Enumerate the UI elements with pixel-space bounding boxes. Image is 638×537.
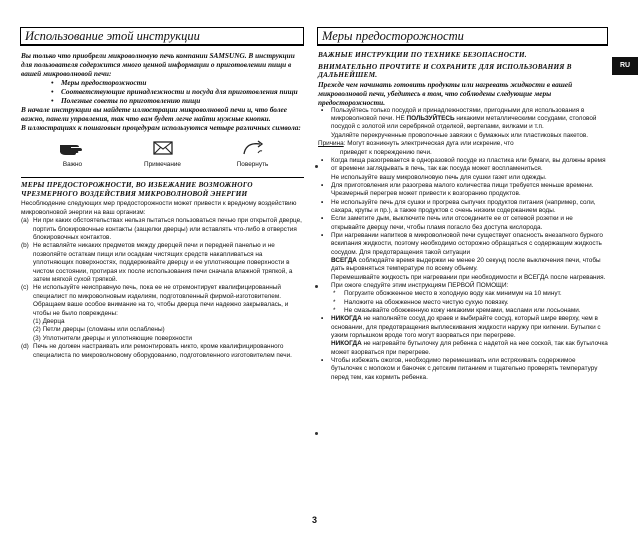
list-item: • Для приготовления или разогрева малого количества пищи требуется меньше времени. Чрезмерный перегрев может привести к возгоранию продуктов. — [321, 181, 594, 198]
item-text: При нагревании напитков в микроволновой печи существует опасность внезапного бурного вскипания жидкости, поэтому необходимо осторожно обращаться с содержащим жидкость сосудом. Для предотвращения такой ситуации — [331, 231, 603, 256]
list-item: (3) Уплотнители дверцы и уплотняющие поверхности — [33, 334, 192, 342]
margin-dot — [315, 432, 318, 435]
item-text: Погрузите обожженное место в холодную воду как минимум на 10 минут. — [344, 290, 562, 298]
symbols-paragraph: В иллюстрациях к пошаговым процедурам используются четыре различных символа: — [21, 123, 301, 132]
panel-paragraph: В начале инструкции вы найдете иллюстрации микроволновой печи и, что более важно, панели управления, так что вам будет легче найти нужные кнопки. — [21, 105, 287, 123]
symbol-label: Повернуть — [236, 161, 269, 168]
cause-note-cont: приведет к повреждению печи. — [340, 148, 432, 156]
list-item: • При нагревании напитков в микроволновой печи существует опасность внезапного бурного вскипания жидкости, поэтому необходимо осторожно обращаться с содержащим жидкость сосудом. Для предотвращения такой ситуации ВСЕГДА соблюдайте время выдержки не менее 20 секунд после выключения печи, чтобы дать выровняться температуре по всему объему. Перемешивайте жидкость при нагревании при необходимости и ВСЕГДА после нагревания. При ожоге следуйте этим инструкциям ПЕРВОЙ ПОМОЩИ: — [321, 231, 606, 289]
item-text: никакими металлическими сосудами, столовой посудой с золотой или серебряной отделкой, вертелами, вилками и т.п. — [331, 115, 597, 131]
emphasis: НИКОГДА — [331, 315, 362, 323]
right-column — [318, 51, 608, 382]
emphasis: ПОЛЬЗУЙТЕСЬ — [406, 115, 455, 123]
symbol-label: Примечание — [144, 161, 181, 168]
pointing-hand-icon — [58, 139, 88, 157]
safety-heading: ВАЖНЫЕ ИНСТРУКЦИИ ПО ТЕХНИКЕ БЕЗОПАСНОСТИ. — [318, 50, 527, 59]
symbol-rotate — [227, 139, 279, 168]
list-item: • Если заметите дым, выключите печь или отсоедините ее от сетевой розетки и не открывайте дверцу печи, чтобы пламя погасло без доступа кислорода. — [321, 215, 573, 231]
intro-paragraph: Вы только что приобрели микроволновую печь компании SAMSUNG. В инструкции для пользователя содержится много ценной информации о приготовлении пищи в вашей микроволновой печи: — [21, 51, 295, 78]
list-item: * Погрузите обожженное место в холодную воду как минимум на 10 минут. — [333, 290, 562, 298]
section-intro: Несоблюдение следующих мер предосторожности может привести к вредному воздействию микроволновой энергии на ваш организм: — [21, 200, 297, 216]
rotate-arrow-icon — [240, 139, 266, 157]
item-text: Чтобы избежать ожогов, необходимо перемешивать или встряхивать содержимое бутылочек с молоком и баночек с детским питанием и тщательно проверять температуру перед тем, как кормить ребенка. — [331, 357, 598, 381]
page-number: 3 — [312, 515, 318, 525]
item-label: (c) — [21, 284, 29, 292]
note-envelope-icon — [152, 139, 174, 157]
section-divider — [21, 177, 304, 178]
right-header: Меры предосторожности — [317, 27, 608, 45]
before-cooking-heading: Прежде чем начинать готовить продукты или нагревать жидкости в вашей микроволновой печи, убедитесь в том, что соблюдены следующие меры предосторожности. — [318, 79, 573, 107]
language-tab: RU — [612, 57, 638, 75]
list-item: • Меры предосторожности — [21, 78, 304, 87]
item-label: (d) — [21, 343, 29, 351]
item-text: Для приготовления или разогрева малого количества пищи требуется меньше времени. — [331, 181, 594, 189]
item-text: Не используйте вашу микроволновую печь для сушки газет или одежды. — [331, 173, 547, 181]
item-text: Не используйте печь для сушки и прогрева сыпучих продуктов питания (например, соли, сахара, крупы и пр.), а также продуктов с очень низким содержанием воды. — [331, 198, 596, 214]
list-item: • Не используйте печь для сушки и прогрева сыпучих продуктов питания (например, соли, сахара, крупы и пр.), а также продуктов с очень низким содержанием воды. — [321, 198, 596, 214]
section-title: МЕРЫ ПРЕДОСТОРОЖНОСТИ, ВО ИЗБЕЖАНИЕ ВОЗМОЖНОГО ЧРЕЗМЕРНОГО ВОЗДЕЙСТВИЯ МИКРОВОЛНОВОЙ ЭНЕРГИИ — [21, 180, 253, 198]
symbol-note — [137, 139, 189, 168]
list-item: • Чтобы избежать ожогов, необходимо перемешивать или встряхивать содержимое бутылочек с молоком и баночек с детским питанием и тщательно проверять температуру перед тем, как кормить ребенка. — [321, 357, 598, 381]
left-column — [21, 51, 304, 360]
item-text: Когда пища разогревается в одноразовой посуде из пластика или бумаги, вы должны время от времени заглядывать в печь, так как посуда может воспламениться. — [331, 156, 606, 173]
item-text: Пользуйтесь только посудой и принадлежностями, пригодными для использования в микроволновой печи. НЕ — [331, 106, 585, 123]
item-text: Не используйте неисправную печь, пока ее не отремонтирует квалифицированный специалист по микроволновым изделиям, подготовленный фирмой-изготовителем. Обращаем ваше особое внимание на то, чтобы дверца печи надежно закрывалась, и чтобы не было повреждены: — [33, 284, 289, 317]
list-item: • Соответствующие принадлежности и посуда для приготовления пищи — [21, 87, 304, 96]
emphasis: ВСЕГДА — [331, 256, 357, 264]
right-header-rule — [317, 45, 608, 46]
item-text: Перемешивайте жидкость при нагревании при необходимости и ВСЕГДА после нагревания. — [331, 273, 606, 281]
item-label: (b) — [21, 242, 29, 250]
item-text: Если заметите дым, выключите печь или отсоедините ее от сетевой розетки и не открывайте дверцу печи, чтобы пламя погасло без доступа кислорода. — [331, 215, 573, 231]
item-text: не наполняйте сосуд до краев и выбирайте сосуд, который шире вверху, чем в основании, для предотвращения выплескивания жидкости наружу при кипении. Бутылки с узким горлышком вроде того могут взорваться при перегреве. — [331, 315, 601, 340]
list-item: • Когда пища разогревается в одноразовой посуде из пластика или бумаги, вы должны время от времени заглядывать в печь, так как посуда может воспламениться. Не используйте вашу микроволновую печь для сушки газет или одежды. — [321, 156, 606, 181]
cause-text: : Могут возникнуть электрическая дуга или искрение, что — [343, 140, 514, 148]
symbol-label: Важно — [62, 161, 83, 168]
item-label: (a) — [21, 217, 29, 225]
item-text: Не вставляйте никаких предметов между дверцей печи и передней панелью и не позволяйте остаткам пищи или осадкам чистящих средств накапливаться на уплотняющих поверхностях, поддерживайте дверцу и ее уплотняющие поверхности в чистом состоянии, протирая их после использования печи сначала влажной тряпкой, а затем мягкой сухой тряпкой. — [33, 242, 293, 284]
list-item: * Не смазывайте обожженную кожу никакими кремами, маслами или лосьонами. — [333, 307, 581, 315]
left-header: Использование этой инструкции — [20, 27, 304, 45]
list-item — [21, 284, 304, 318]
list-item: * Наложите на обожженное место чистую сухую повязку. — [333, 298, 509, 306]
item-text: Чрезмерный перегрев может привести к возгоранию продуктов. — [331, 190, 521, 198]
symbol-legend — [21, 139, 304, 168]
list-item: • НИКОГДА не наполняйте сосуд до краев и выбирайте сосуд, который шире вверху, чем в основании, для предотвращения выплескивания жидкости наружу при кипении. Бутылки с узким горлышком вроде того могут взорваться при перегреве. НИКОГДА не нагревайте бутылочку для ребенка с надетой на нее соской, так как бутылочка может взорваться при перегреве. — [321, 315, 608, 356]
item-text: При ожоге следуйте этим инструкциям ПЕРВОЙ ПОМОЩИ: — [331, 282, 509, 289]
keep-heading: ВНИМАТЕЛЬНО ПРОЧТИТЕ И СОХРАНИТЕ ДЛЯ ИСПОЛЬЗОВАНИЯ В ДАЛЬНЕЙШЕМ. — [318, 61, 572, 80]
item-text: Наложите на обожженное место чистую сухую повязку. — [344, 298, 509, 306]
list-item: (1) Дверца — [33, 318, 65, 326]
item-text: Печь не должен настраивать или ремонтировать никто, кроме квалифицированного специалиста по микроволновому оборудованию, подготовленного изготовителем печи. — [33, 343, 292, 359]
cause-label: Причина — [318, 140, 344, 148]
list-item: • Полезные советы по приготовлению пищи — [21, 96, 304, 105]
left-header-rule — [20, 45, 304, 46]
emphasis: НИКОГДА — [331, 340, 362, 348]
item-text: соблюдайте время выдержки не менее 20 секунд после выключения печи, чтобы дать выровняться температуре по всему объему. — [331, 256, 601, 273]
symbol-important — [47, 139, 99, 168]
item-text: Ни при каких обстоятельствах нельзя пытаться пользоваться печью при открытой дверце, портить блокировочные контакты (защелки дверцы) или вставлять что-либо в отверстия блокировочных контактов. — [33, 217, 302, 241]
list-item — [21, 242, 304, 284]
list-item — [21, 343, 304, 360]
list-item — [21, 217, 304, 242]
list-item: • Пользуйтесь только посудой и принадлежностями, пригодными для использования в микроволновой печи. НЕ ПОЛЬЗУЙТЕСЬ никакими металлическими сосудами, столовой посудой с золотой или серебряной отделкой, вертелами, вилками и т.п. Удаляйте перекрученные проволочные завязки с бумажных или пластиковых пакетов. — [321, 106, 597, 139]
intro-bullet-list — [21, 78, 304, 105]
list-item: (2) Петли дверцы (сломаны или ослаблены) — [33, 326, 165, 334]
item-text: Не смазывайте обожженную кожу никакими кремами, маслами или лосьонами. — [344, 307, 581, 315]
item-text: Удаляйте перекрученные проволочные завязки с бумажных или пластиковых пакетов. — [331, 131, 589, 139]
cause-note — [318, 140, 608, 148]
item-text: не нагревайте бутылочку для ребенка с надетой на нее соской, так как бутылочка может взорваться при перегреве. — [331, 340, 608, 356]
